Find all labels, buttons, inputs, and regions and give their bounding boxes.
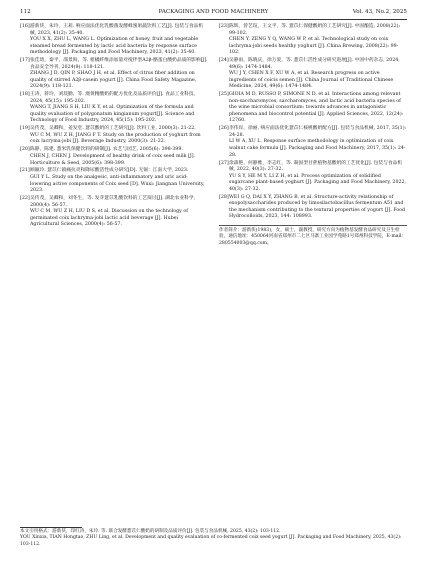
reference-item <box>219 24 407 57</box>
page-header <box>20 6 407 18</box>
reference-zh: 吴静雨，陈晓庆，徐万爱，等. 薏苡仁活性成分研究进展[J]. 中国中药杂志, 2024, 49(6): 1474-1484. <box>229 58 400 70</box>
reference-zh: 吴传茂，吴卿和，刘冬生，等. 发芽薏苡乳酸饮料的工艺探讨[J]. 湖北农业科学, 2000(4): 56-57. <box>30 196 196 208</box>
volume-info: Vol. 43, No.2, 2025 <box>352 9 407 15</box>
reference-number: [27] <box>219 160 229 166</box>
reference-en: WANG T, JIANG S H, LIU K Y, et al. Optimization of the formula and quality evaluation of polygonatum kingianum yogurt[J]. Science and Technology of Food Industry, 2024, 45(15): 195-202. <box>30 105 195 124</box>
reference-zh: 陈辉，曾艺瑄，王文平，等. 薏苡仁保健酸奶的工艺研究[J]. 中国酿造, 2008(22): 99-102. <box>229 24 401 36</box>
reference-number: [16] <box>20 24 30 29</box>
reference-item <box>219 126 407 159</box>
references-right-list <box>219 24 407 221</box>
reference-zh: 李伟岸，徐丽. 响应面法优化薏苡仁核桃酸奶配方[J]. 包装与食品机械, 2017, 35(1): 24-28. <box>229 126 407 138</box>
reference-en: LI W A, XU L. Response surface methodology in optimization of coix walnut cake formula [J]. Packaging and Food Machinery, 2017, 35(1): 24-28. <box>229 139 406 158</box>
reference-item <box>219 161 407 194</box>
citation-en: YOU Xinxia, TIAN Hongtao, ZHU Ling, et al. Development and quality evaluation of co-fermented coix seed yogurt [J]. Packaging and Food Machinery, 2025, 43(2): 103-112. <box>20 535 402 547</box>
reference-en: CHEN J, CHEN J. Development of healthy drink of coix seed milk [J]. Horticulture & Seed, 2005(6): 398-399. <box>30 153 196 166</box>
reference-zh: 张佳琦，秦平，邵景海，等. 柑橘纤维添加量对搅拌型A2β-酪蛋白酸奶品质的影响[J]. 食品安全导刊, 2024(9): 118-121. <box>30 58 208 70</box>
reference-number: [18] <box>20 92 30 98</box>
references-left-column <box>20 24 208 230</box>
reference-item <box>20 58 208 91</box>
reference-number: [22] <box>20 196 30 202</box>
reference-number: [23] <box>219 24 229 29</box>
journal-name: PACKAGING AND FOOD MACHINERY <box>158 9 269 15</box>
reference-item <box>20 126 208 146</box>
reference-zh: 吴传茂，吴卿和，姜发堂. 薏苡酸奶的工艺研究[J]. 饮料工业, 2000(3): 21-22. <box>30 126 196 132</box>
reference-en: YU S Y, HE M Y, LI Z H, et al. Process optimization of solidified sugarcane plant-based yoghurt [J]. Packaging and Food Machinery, 2022, 40(3): 27-32. <box>229 173 407 192</box>
reference-zh: 顾颖玲. 薏苡仁镇痛抗炎和降尿酸活性成分研究[D]. 无锡：江南大学, 2023. <box>30 168 189 174</box>
reference-item <box>219 195 407 221</box>
reference-zh: 余森艳，何静雅，李志红，等. 凝固型甘蔗植物基酸奶的工艺优化[J]. 包装与食品机械, 2022, 40(3): 27-32. <box>229 160 403 173</box>
reference-item <box>219 92 407 125</box>
reference-number: [28] <box>219 194 229 200</box>
reference-en: GIOIA M D, RUSSO P, SIMONE N D, et al. Interactions among relevant non-saccharomyces, saccharomyces, and lactic acid bacteria species of the wine microbial consortium: towards advances in antagonistic phenomena and biocontrol potential [J]. Applied Sciences, 2022, 12(24): 12760. <box>229 92 404 124</box>
citation-footnote <box>20 529 407 548</box>
reference-en: GUI Y L. Study on the analgesic, anti-inflammatory and uric acid-lowering active components of Coix seed [D]. Wuxi: Jiangnan University, 2023. <box>30 174 205 194</box>
reference-en: YOU X X, ZHU L, WANG L. Optimization of honey, fruit and vegetable steamed bread fermented by lactic acid bacteria by response surface methodology [J]. Packaging and Food Machinery, 2023, 41(2): 35-40. <box>30 37 199 56</box>
citation-zh: 本文引用格式：游新侠，印红涛，朱玲. 等. 联合发酵薏苡仁酸奶的研制及品质评价[J]. 包装与食品机械, 2025, 43(2): 103-112. <box>20 529 281 534</box>
reference-number: [24] <box>219 58 229 64</box>
reference-number: [26] <box>219 126 229 132</box>
references-right-column <box>219 24 407 247</box>
reference-zh: 王涛，蒋玲，刘琰勤，等. 澳黄精酸奶的配方优化及品质评价[J]. 食品工业科技, 2024, 45(15): 195-202. <box>30 92 196 104</box>
reference-en: WU C M, WU Z H, JIANG F T. Study on the production of yoghurt from coix lacryma-jobi [J]. Beverage Industry, 2000(3): 21-22. <box>30 132 201 145</box>
reference-item <box>20 92 208 125</box>
reference-en: WU J Y, CHEN X F, XU W A, et al. Research progress on active ingredients of coicis semen [J]. China Journal of Traditional Chinese Medicine, 2024, 49(6): 1474-1484. <box>229 71 394 90</box>
header-divider <box>20 19 407 20</box>
footnote-divider <box>20 527 82 528</box>
reference-number: [20] <box>20 147 30 153</box>
reference-en: WEI G Q, DAI X Y, ZHANG B, et al. Structure-activity relationship of exopolysaccharides produced by limosilactobacillus fermentum A51 and the mechanism contributing to the textural properties of yogurt [J]. Food Hydrocolloids, 2023, 144: 108993. <box>229 194 406 220</box>
reference-item <box>219 58 407 91</box>
reference-zh: 游新侠，朱玲，王莉. 响应面法优化乳酸菌发酵蜂蜜果蔬饮料工艺[J]. 包装与食品机械, 2023, 41(2): 35-40. <box>30 24 204 36</box>
reference-item <box>20 147 208 167</box>
reference-item <box>20 24 208 57</box>
page-number: 112 <box>20 9 31 15</box>
reference-zh: 陈静，陈建. 薏米乳保健饮料的研制[J]. 农艺与园艺, 2005(6): 398-399. <box>30 147 183 153</box>
reference-en: ZHANG J D, QIN P, SHAO J H, et al. Effect of citrus fiber addition on quality of stirred A2β-casein yogurt [J]. China Food Safety Magazine, 2024(9): 118-121. <box>30 71 197 90</box>
reference-en: WU C M, WU Z H, LIU D S, et al. Discussion on the technology of germinated coix lachryma-jobi lactic acid beverage [J]. Hubei Agricultural Sciences, 2000(4): 56-57. <box>30 209 188 228</box>
reference-item <box>20 196 208 229</box>
author-note: 作者简介：游新侠(1983)，女，硕士，副教授，研究方向为植物基发酵食品研究及卫生检验，通信地址：450064河南省郑州市二七区马寨工业园学苑路1号郑州科技学院，E-mail：280554003@qq.com。 <box>219 225 407 247</box>
reference-number: [17] <box>20 58 30 64</box>
reference-number: [21] <box>20 168 30 174</box>
reference-item <box>20 168 208 194</box>
reference-en: CHEN Y, ZENG Y Q, WANG W P, et al. Technological study on coix lachryma-jobi seeds healthy yoghurt [J]. China Brewing, 2008(22): 99-102. <box>229 37 399 56</box>
reference-number: [25] <box>219 92 229 98</box>
reference-number: [19] <box>20 126 30 132</box>
